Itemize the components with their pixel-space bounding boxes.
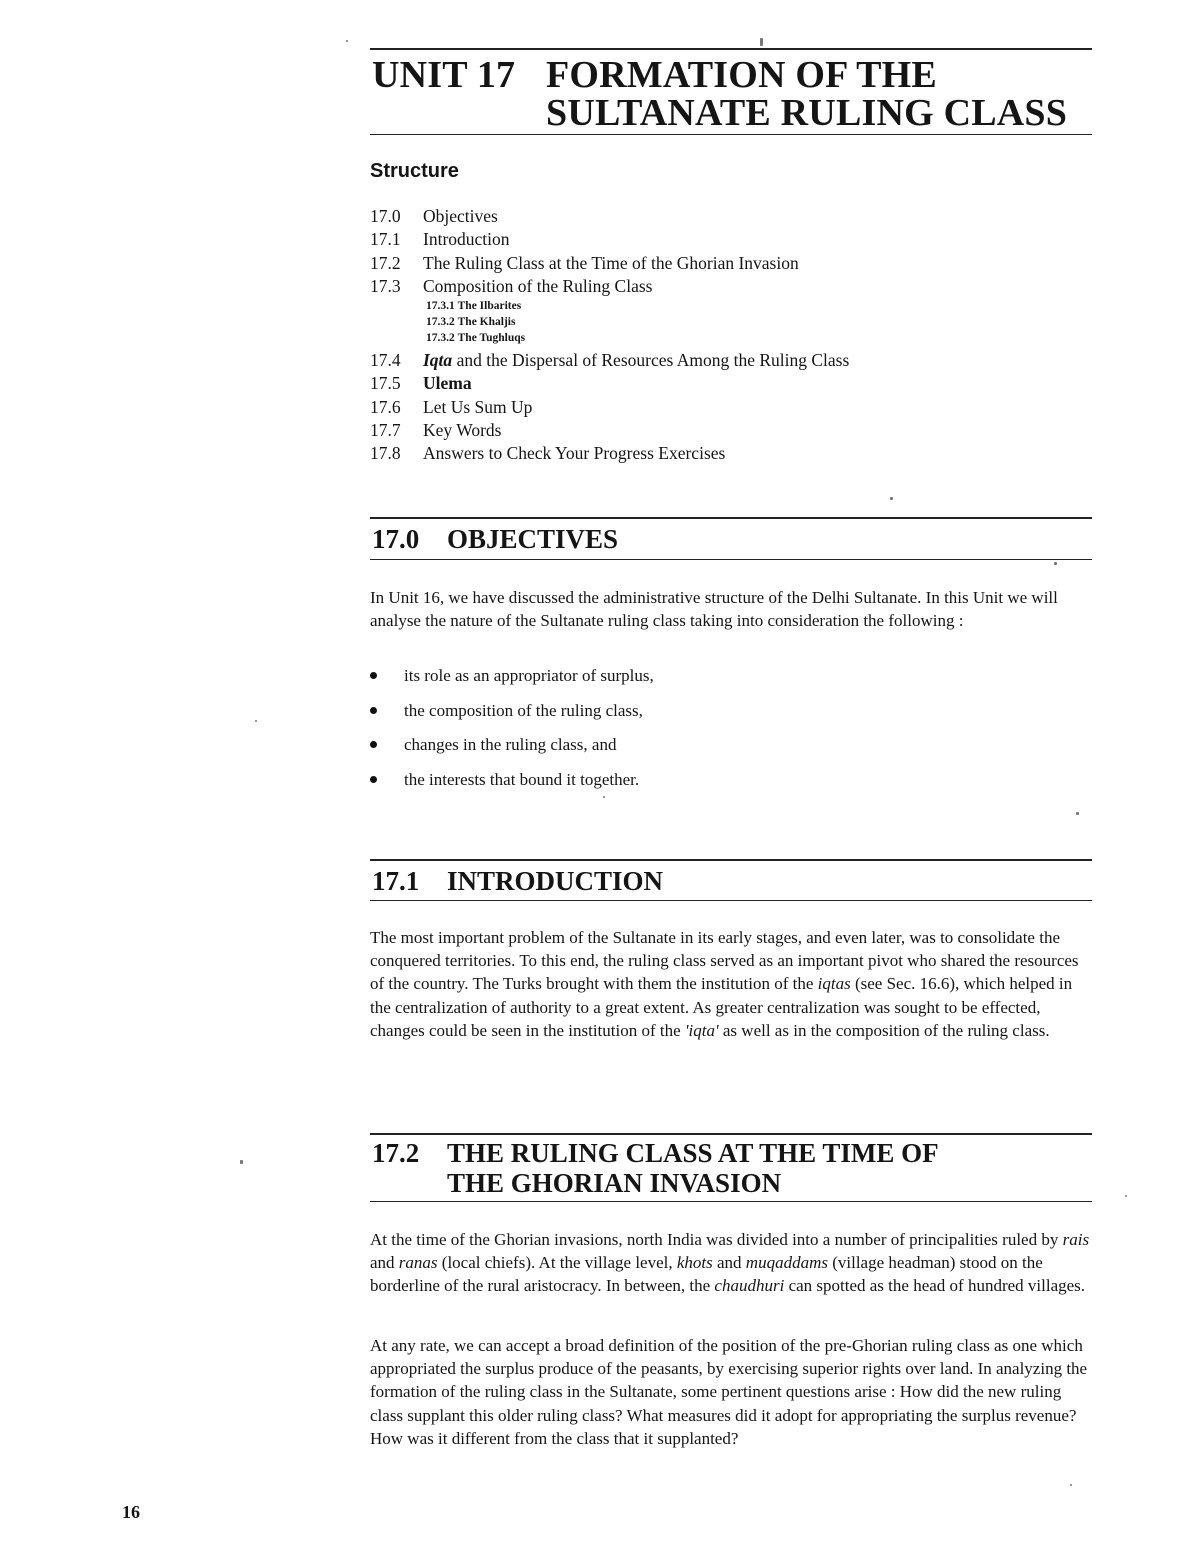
structure-heading: Structure: [370, 160, 459, 182]
list-item: the composition of the ruling class,: [368, 699, 1088, 734]
introduction-bottom-rule: [370, 900, 1092, 901]
toc-item: 17.3 Composition of the Ruling Class: [370, 275, 653, 296]
toc-item: 17.5 Ulema: [370, 373, 472, 394]
objectives-paragraph: In Unit 16, we have discussed the administrative structure of the Delhi Sultanate. In this Unit we will analyse the nature of the Sultanate ruling class taking into consideration the following :: [370, 588, 1058, 631]
ghorian-bottom-rule: [370, 1201, 1092, 1202]
bullet-icon: [370, 672, 377, 679]
ghorian-paragraph-2: At any rate, we can accept a broad definition of the position of the pre-Ghorian ruling class as one which appropriated the surplus produce of the peasants, by exercising superior rights over land. In analyzing the formation of the ruling class in the Sultanate, some pertinent questions arise : How did the new ruling class supplant this older ruling class? What measures did it adopt for appropriating the surplus revenue? How was it different from the class that it supplanted?: [370, 1336, 1088, 1448]
list-item: its role as an appropriator of surplus,: [368, 664, 1088, 699]
ghorian-title-line-1: THE RULING CLASS AT THE TIME OF: [447, 1138, 939, 1168]
toc-item: 17.8 Answers to Check Your Progress Exercises: [370, 443, 726, 464]
bullet-icon: [370, 741, 377, 748]
scan-speck: [760, 38, 763, 46]
ghorian-top-rule: [370, 1133, 1092, 1135]
scan-speck: [603, 796, 605, 798]
scan-speck: [346, 40, 348, 42]
objectives-bottom-rule: [370, 559, 1092, 560]
toc-item: 17.2 The Ruling Class at the Time of the Ghorian Invasion: [370, 252, 799, 273]
toc-subitem: 17.3.2 The Khaljis: [426, 316, 516, 329]
scan-speck: [240, 1160, 243, 1164]
bullet-icon: [370, 776, 377, 783]
ghorian-paragraph-1: At the time of the Ghorian invasions, north India was divided into a number of principalities ruled by rais and ranas (local chiefs). At the village level, khots and muqaddams (village headman) stood on the borderline of the rural aristocracy. In between, the chaudhuri can spotted as the head of hundred villages.: [370, 1230, 1090, 1296]
bullet-icon: [370, 707, 377, 714]
scan-speck: [890, 497, 893, 500]
objectives-list: [368, 664, 1088, 802]
objectives-top-rule: [370, 517, 1092, 519]
scan-speck: [1076, 812, 1079, 815]
unit-title-line-1: FORMATION OF THE: [546, 54, 937, 96]
header-top-rule: [370, 48, 1092, 50]
toc-subitem: 17.3.2 The Tughluqs: [426, 332, 526, 345]
page-number: 16: [122, 1502, 140, 1522]
toc-item: 17.0 Objectives: [370, 206, 498, 226]
scan-speck: [1054, 562, 1057, 565]
list-item: the interests that bound it together.: [368, 768, 1088, 803]
scan-speck: [1070, 1484, 1072, 1486]
unit-label: UNIT 17: [372, 54, 516, 96]
ghorian-title-line-2: THE GHORIAN INVASION: [447, 1168, 782, 1198]
unit-title: [546, 56, 1067, 132]
document-page: UNIT 17 FORMATION OF THE SULTANATE RULING CLASS Structure 17.0 Objectives 17.1 Introduction 17.2 The Ruling Class at the Time of the Ghorian Invasion 17.3 Composition of the Ruling Class 17.3.1 The Ilbarites 17.3.2 The Khaljis 17.3.2 The Tughluqs 17.4 Iqta and the Dispersal of Resources Among the Ruling Class 17.5 Ulema 17.6 Let Us Sum Up 17.7 Key Words 17.8 Answers to Check Your Progress Exercises 17.0 OBJECTIVES In Unit 16, we have discussed the administrative structure of the Delhi Sultanate. In this Unit we will analyse the nature of the Sultanate ruling class taking into consideration the following : its role as an appropriator of surplus, the composition of the ruling class, changes in the ruling class, and the interests that bound it together. 17.1 INTRODUCTION The most important problem of the Sultanate in its early stages, and even later, was to consolidate the conquered territories. To this end, the ruling class served as an important pivot who shared the resources of the country. The Turks brought with them the institution of the iqtas (see Sec. 16.6), which helped in the centralization of authority to a great extent. As greater centralization was sought to be effected, changes could be seen in the institution of the 'iqta' as well as in the composition of the ruling class. 17.2 THE RULING CLASS AT THE TIME OF THE GHORIAN INVASION At the time of the Ghorian invasions, north India was divided into a number of principalities ruled by rais and ranas (local chiefs). At the village level, khots and muqaddams (village headman) stood on the borderline of the rural aristocracy. In between, the chaudhuri can spotted as the head of hundred villages. At any rate, we can accept a broad definition of the position of the pre-Ghorian ruling class as one which appropriated the surplus produce of the peasants, by exercising superior rights over land. In analyzing the formation of the ruling class in the Sultanate, some pertinent questions arise : How did the new ruling class supplant this older ruling class? What measures did it adopt for appropriating the surplus revenue? How was it different from the class that it supplanted? 16: [0, 0, 1200, 1552]
toc-item: 17.7 Key Words: [370, 420, 502, 441]
unit-title-line-2: SULTANATE RULING CLASS: [546, 92, 1068, 134]
header-bottom-rule: [370, 134, 1092, 135]
scan-speck: [255, 720, 257, 722]
scan-speck: [1125, 1195, 1127, 1197]
introduction-top-rule: [370, 859, 1092, 861]
list-item: changes in the ruling class, and: [368, 733, 1088, 768]
introduction-paragraph: The most important problem of the Sultanate in its early stages, and even later, was to consolidate the conquered territories. To this end, the ruling class served as an important pivot who shared the resources of the country. The Turks brought with them the institution of the iqtas (see Sec. 16.6), which helped in the centralization of authority to a great extent. As greater centralization was sought to be effected, changes could be seen in the institution of the 'iqta' as well as in the composition of the ruling class.: [370, 928, 1079, 1040]
toc-item: 17.1 Introduction: [370, 229, 510, 250]
toc-subitem: 17.3.1 The Ilbarites: [426, 300, 522, 313]
toc-item: 17.6 Let Us Sum Up: [370, 396, 533, 417]
table-of-contents: [370, 205, 1090, 466]
toc-item: 17.4 Iqta and the Dispersal of Resources Among the Ruling Class: [370, 350, 850, 371]
